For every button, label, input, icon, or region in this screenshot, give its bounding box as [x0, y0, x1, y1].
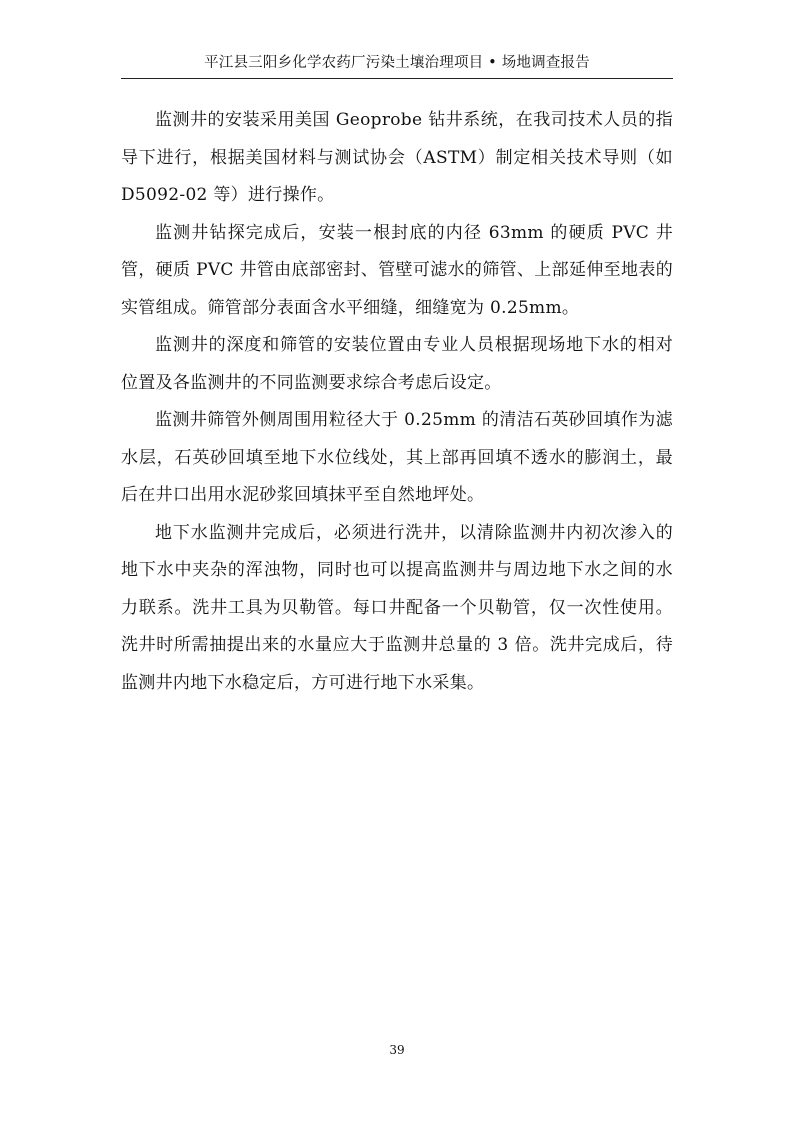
document-body: [121, 102, 673, 702]
paragraph-backfill: 监测井筛管外侧周围用粒径大于 0.25mm 的清洁石英砂回填作为滤水层，石英砂回填至地下水位线处，其上部再回填不透水的膨润土，最后在井口出用水泥砂浆回填抹平至自然地坪处。: [121, 410, 673, 505]
paragraph-well-depth: 监测井的深度和筛管的安装位置由专业人员根据现场地下水的相对位置及各监测井的不同监测要求综合考虑后设定。: [121, 335, 673, 393]
page-header-title: 平江县三阳乡化学农药厂污染土壤治理项目 • 场地调查报告: [204, 55, 590, 71]
paragraph-pvc-casing: 监测井钻探完成后，安装一根封底的内径 63mm 的硬质 PVC 井管，硬质 PVC 井管由底部密封、管壁可滤水的筛管、上部延伸至地表的实管组成。筛管部分表面含水平细缝，细缝宽为 0.25mm。: [121, 222, 673, 318]
paragraph-well-washing: 地下水监测井完成后，必须进行洗井，以清除监测井内初次渗入的地下水中夹杂的浑浊物，同时也可以提高监测井与周边地下水之间的水力联系。洗井工具为贝勒管。每口井配备一个贝勒管，仅一次性使用。洗井时所需抽提出来的水量应大于监测井总量的 3 倍。洗井完成后，待监测井内地下水稳定后，方可进行地下水采集。: [121, 522, 673, 693]
page-number: 39: [389, 1043, 405, 1057]
header-divider: [121, 78, 673, 79]
paragraph-well-installation: 监测井的安装采用美国 Geoprobe 钻井系统，在我司技术人员的指导下进行，根据美国材料与测试协会（ASTM）制定相关技术导则（如 D5092-02 等）进行操作。: [121, 110, 673, 205]
